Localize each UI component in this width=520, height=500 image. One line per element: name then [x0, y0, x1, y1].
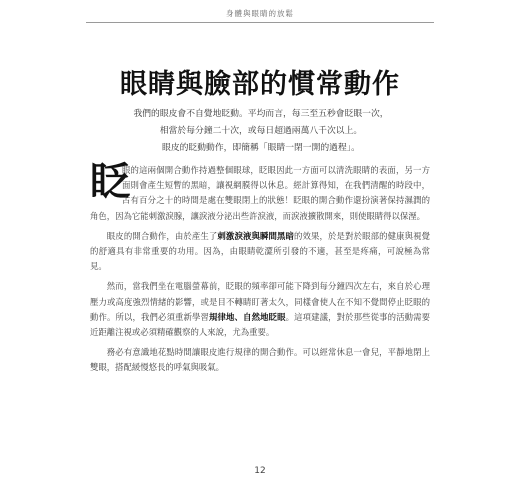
drop-cap: 眨 [90, 158, 130, 205]
paragraph-3 [90, 279, 430, 340]
chapter-title: 眼睛與臉部的慣常動作 [120, 69, 400, 100]
intro-line: 眼皮的眨動動作，即簡稱「眼睛一閉一開的過程」。 [162, 143, 360, 153]
paragraph-2-post: 的效果，於是對於眼部的健康與視覺的舒適具有非常重要的功用。因為，由眼睛乾澀所引發的不適，甚至是疼痛，可說極為常見。 [90, 230, 431, 272]
paragraph-1 [90, 158, 430, 224]
paragraph-3-emphasis: 規律地、自然地眨眼 [209, 311, 286, 322]
intro-line: 我們的眼皮會不自覺地眨動。平均而言，每三至五秒會眨眼一次， [133, 109, 389, 119]
header-divider [86, 22, 434, 23]
paragraph-4 [90, 345, 430, 375]
intro-block [96, 106, 426, 157]
paragraph-3-pre: 然而，當我們坐在電腦螢幕前，眨眼的頻率卻可能下降到每分鐘四次左右，來自於心理壓力或高度強烈情緒的影響，或是目不轉睛盯著太久，同樣會使人在不知不覺間停止眨眼的動作。所以，我們必須重新學習 [90, 281, 430, 322]
intro-line: 相當於每分鐘二十次，或每日超過兩萬八千次以上。 [159, 126, 363, 136]
page-number: 12 [254, 466, 266, 476]
paragraph-4-text: 務必有意識地花點時間讓眼皮進行規律的開合動作。可以經常休息一會兒，平靜地閉上雙眼，搭配緩慢悠長的呼氣與吸氣。 [90, 347, 430, 373]
paragraph-2-emphasis: 刺激淚液與瞬間黑暗 [217, 230, 295, 241]
body-text [90, 158, 431, 381]
running-header: 身體與眼睛的放鬆 [226, 9, 294, 18]
paragraph-1-text: 眼的這兩個開合動作持過整個眼球，眨眼因此一方面可以清洗眼睛的表面，另一方面則會產生短暫的黑暗，讓視網膜得以休息。經計算得知，在我們清醒的時段中，占有百分之十的時間是處在雙眼閉上的狀態！眨眼的開合動作還扮演著保持濕潤的角色，因為它能刺激淚腺，讓淚液分泌出些許淚液，而淚液擴散開來，則使眼睛得以保溼。 [90, 165, 430, 221]
paragraph-2-pre: 眼皮的開合動作，由於產生了 [106, 230, 218, 241]
paragraph-3-post: 。這項建議，對於那些從事的活動需要近距離注視或必須精確觀察的人來說，尤為重要。 [90, 311, 431, 338]
paragraph-2 [90, 229, 430, 275]
